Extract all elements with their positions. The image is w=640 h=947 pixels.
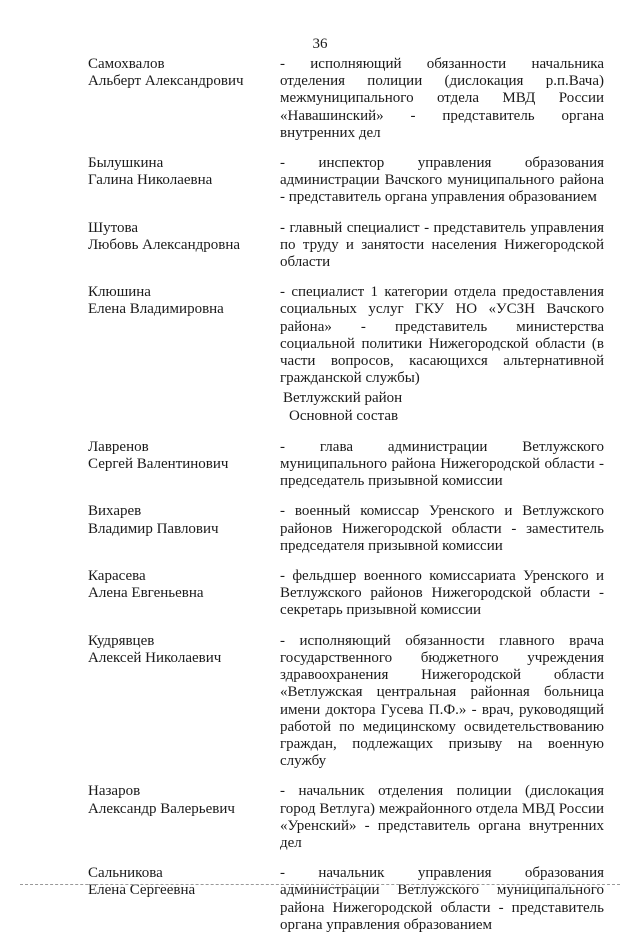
list-item (0, 56, 640, 142)
member-surname: Назаров (88, 783, 141, 800)
member-name (88, 503, 278, 555)
member-name (88, 56, 278, 142)
member-given-names: Александр Валерьевич (88, 800, 235, 817)
list-item (0, 220, 640, 272)
list-item (0, 155, 640, 207)
member-surname: Самохвалов (88, 56, 165, 72)
member-surname: Лавренов (88, 438, 149, 455)
member-surname: Кудрявцев (88, 632, 155, 649)
member-given-names: Владимир Павлович (88, 520, 219, 537)
section-heading (0, 390, 640, 424)
member-given-names: Любовь Александровна (88, 236, 240, 253)
member-given-names: Алена Евгеньевна (88, 585, 204, 602)
member-given-names: Алексей Николаевич (88, 649, 222, 666)
list-item (0, 284, 640, 387)
list-item (0, 439, 640, 491)
composition-heading: Основной состав (289, 407, 399, 424)
member-name (88, 633, 278, 771)
member-role: - инспектор управления образования администрации Вачского муниципального района - представитель органа управления образованием (280, 155, 604, 206)
member-role: - глава администрации Ветлужского муниципального района Нижегородской области - председатель призывной комиссии (280, 438, 604, 490)
list-item (0, 865, 640, 934)
member-surname: Шутова (88, 219, 139, 236)
member-role: - исполняющий обязанности начальника отделения полиции (дислокация р.п.Вача) межмуниципального отдела МВД России «Навашинский» - представитель органа внутренних дел (280, 56, 604, 141)
member-surname: Сальникова (88, 865, 163, 882)
member-given-names: Елена Сергеевна (88, 882, 196, 899)
member-surname: Карасева (88, 568, 146, 585)
member-given-names: Елена Владимировна (88, 301, 224, 318)
list-item (0, 783, 640, 852)
page-number: 36 (312, 36, 328, 52)
member-name (88, 568, 278, 620)
member-role: - военный комиссар Уренского и Ветлужского районов Нижегородской области - заместитель председателя призывной комиссии (280, 503, 604, 554)
member-name (88, 783, 278, 852)
member-name (88, 439, 278, 491)
member-role: - фельдшер военного комиссариата Уренского и Ветлужского районов Нижегородской области - секретарь призывной комиссии (280, 568, 604, 619)
member-surname: Клюшина (88, 284, 151, 301)
member-surname: Вихарев (88, 503, 142, 520)
member-given-names: Галина Николаевна (88, 172, 213, 189)
member-given-names: Сергей Валентинович (88, 456, 229, 473)
member-role: - главный специалист - представитель управления по труду и занятости населения Нижегородской области (280, 219, 604, 271)
member-name (88, 865, 278, 934)
district-heading: Ветлужский район (283, 390, 403, 407)
member-role: - начальник отделения полиции (дислокация город Ветлуга) межрайонного отдела МВД России «Уренский» - представитель органа внутренних дел (280, 783, 604, 851)
member-name (88, 220, 278, 272)
member-role: - исполняющий обязанности главного врача государственного бюджетного учреждения здравоохранения Нижегородской области «Ветлужская центральная районная больница имени доктора Гусева П.Ф.» - врач, руководящий работой по медицинскому освидетельствованию граждан, подлежащих призыву на военную службу (280, 632, 604, 770)
list-item (0, 568, 640, 620)
commission-list (0, 56, 640, 947)
member-role: - специалист 1 категории отдела предоставления социальных услуг ГКУ НО «УСЗН Вачского района» - представитель министерства социальной политики Нижегородской области (в части вопросов, касающихся альтернативной гражданской службы) (280, 284, 604, 387)
member-surname: Былушкина (88, 155, 164, 172)
member-name (88, 155, 278, 207)
member-given-names: Альберт Александрович (88, 73, 244, 90)
list-item (0, 503, 640, 555)
list-item (0, 633, 640, 771)
member-name (88, 284, 278, 387)
member-role: - начальник управления образования администрации Ветлужского муниципального района Нижегородской области - представитель органа управления образованием (280, 865, 604, 933)
page-bottom-edge (20, 884, 620, 885)
